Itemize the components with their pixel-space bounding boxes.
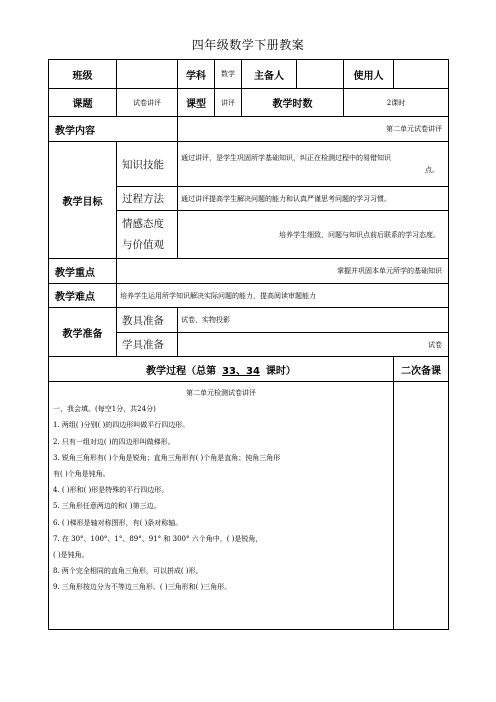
knowledge-label: 知识技能: [117, 142, 178, 187]
topic-label: 课题: [49, 89, 117, 117]
difficulty-label: 教学难点: [49, 284, 117, 308]
subject-value: 数学: [215, 60, 242, 89]
preparer-value: [297, 60, 344, 89]
process-text: 通过讲评提高学生解决问题的能力和认真严谨思考问题的学习习惯。: [178, 187, 449, 211]
question-3-line-2: 有( )个角是钝角。: [53, 470, 110, 479]
attitude-text: 培养学生细致，问题与知识点前后联系的学习态度。: [178, 211, 449, 259]
process-heading: [49, 357, 394, 382]
difficulty-row: [49, 284, 449, 308]
process-suffix: 课时）: [265, 365, 296, 377]
content-row: [49, 117, 449, 142]
attitude-label-line-1: 情感态度: [122, 217, 164, 230]
subject-label: 学科: [178, 60, 215, 89]
difficulty-value: 培养学生运用所学知识解决实际问题的能力，提高阅读审题能力: [117, 284, 449, 308]
lesson-heading: 第二单元检测试卷讲评: [186, 389, 256, 397]
class-label: 班级: [49, 60, 117, 89]
user-value: [394, 60, 449, 89]
focus-label: 教学重点: [49, 259, 117, 284]
header-row-2: [49, 89, 449, 117]
header-row-1: [49, 60, 449, 89]
prep-label: 教学准备: [49, 308, 117, 357]
lesson-plan-table: [48, 59, 449, 630]
focus-value: 掌握并巩固本单元所学的基础知识: [117, 259, 449, 284]
second-prep-label: 二次备课: [394, 357, 449, 382]
section-1-title: 一、我会填。(每空1分，共24分): [53, 405, 156, 414]
focus-row: [49, 259, 449, 284]
knowledge-text-line-2: 点。: [425, 166, 439, 174]
type-label: 课型: [178, 89, 215, 117]
process-header-row: [49, 357, 449, 382]
teacher-prep-label: 教具准备: [117, 308, 178, 333]
lesson-content-row: [49, 382, 449, 630]
question-2: 2. 只有一组对边( )的四边形叫做梯形。: [53, 437, 175, 446]
attitude-label: [117, 211, 178, 259]
process-number: 33、34: [222, 365, 260, 377]
question-8: 8. 两个完全相同的直角三角形，可以拼成( )形。: [53, 567, 203, 576]
hours-value: 2课时: [344, 89, 449, 117]
question-4: 4. ( )形和( )形是特殊的平行四边形。: [53, 486, 169, 495]
preparer-label: 主备人: [242, 60, 297, 89]
user-label: 使用人: [344, 60, 394, 89]
lesson-content: [49, 382, 394, 630]
question-9: 9. 三角形按边分为不等边三角形、( )三角形和( )三角形。: [53, 583, 232, 592]
knowledge-text-line-1: 通过讲评，是学生巩固所学基础知识，纠正在检测过程中的易错知识: [181, 154, 391, 162]
page-title: 四年级数学下册教案: [191, 38, 305, 52]
content-value: 第二单元试卷讲评: [178, 117, 449, 142]
goal-knowledge-row: [49, 142, 449, 187]
second-prep-content: [394, 382, 449, 630]
hours-label: 教学时数: [242, 89, 344, 117]
goals-label: 教学目标: [49, 142, 117, 259]
class-value: [117, 60, 178, 89]
content-label: 教学内容: [49, 117, 178, 142]
student-prep-label: 学具准备: [117, 333, 178, 357]
topic-value: 试卷讲评: [117, 89, 178, 117]
question-7-line-1: 7. 在 30°、100°、1°、89°、91° 和 300° 六个角中，( )是锐角，: [53, 534, 263, 543]
knowledge-text: [178, 142, 449, 187]
prep-teacher-row: [49, 308, 449, 333]
question-5: 5. 三角形任意两边的和( )第三边。: [53, 502, 161, 511]
teacher-prep-value: 试卷、实物投影: [178, 308, 449, 333]
process-label: 过程方法: [117, 187, 178, 211]
attitude-label-line-2: 与价值观: [122, 238, 164, 251]
question-7-line-2: ( )是钝角。: [53, 551, 89, 560]
type-value: 讲评: [215, 89, 242, 117]
question-6: 6. ( )梯形是轴对称图形，有( )条对称轴。: [53, 518, 183, 527]
question-1: 1. 两组( )分别( )的四边形叫做平行四边形。: [53, 421, 190, 430]
student-prep-value: 试卷: [178, 333, 449, 357]
question-3-line-1: 3. 锐角三角形有( )个角是锐角；直角三角形有( )个角是直角；钝角三角形: [53, 453, 281, 462]
process-prefix: 教学过程（总第: [146, 365, 217, 377]
